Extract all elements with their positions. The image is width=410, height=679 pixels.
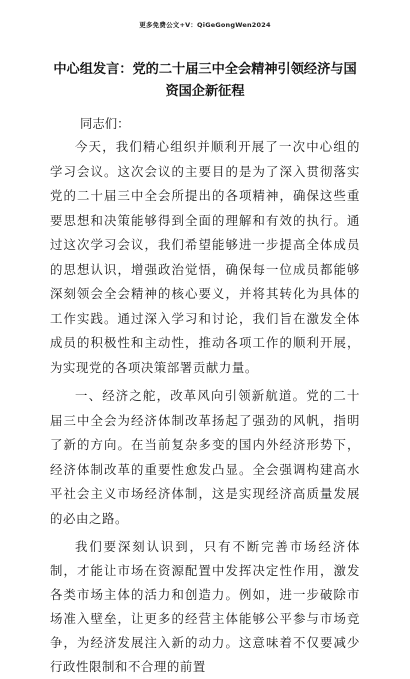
paragraph-intro: 今天，我们精心组织并顺利开展了一次中心组的学习会议。这次会议的主要目的是为了深入贯彻落实党的二十届三中全会所提出的各项精神，确保这些重要思想和决策能够得到全面的理解和有效的执行。通过这次学习会议，我们希望能够进一步提高全体成员的思想认识，增强政治觉悟，确保每一位成员都能够深刻领会全会精神的核心要义，并将其转化为具体的工作实践。通过深入学习和讨论，我们旨在激发全体成员的积极性和主动性，推动各项工作的顺利开展，为实现党的各项决策部署贡献力量。 bbox=[50, 139, 360, 375]
document-title: 中心组发言：党的二十届三中全会精神引领经济与国资国企新征程 bbox=[53, 62, 357, 99]
salutation: 同志们： bbox=[80, 116, 130, 131]
paragraph-section-one: 一、经济之舵，改革风向引领新航道。党的二十届三中全会为经济体制改革扬起了强劲的风帆，指明了新的方向。在当前复杂多变的国内外经济形势下，经济体制改革的重要性愈发凸显。全会强调构建高水平社会主义市场经济体制，这是实现经济高质量发展的必由之路。 bbox=[50, 388, 360, 526]
page-header-watermark: 更多免费公文+V：QiGeGongWen2024 bbox=[139, 21, 271, 29]
paragraph-market-economy: 我们要深刻认识到，只有不断完善市场经济体制，才能让市场在资源配置中发挥决定性作用，激发各类市场主体的活力和创造力。例如，进一步破除市场准入壁垒，让更多的经营主体能够公平参与市场竞争，为经济发展注入新的动力。这意味着不仅要减少行政性限制和不合理的前置 bbox=[50, 539, 360, 674]
